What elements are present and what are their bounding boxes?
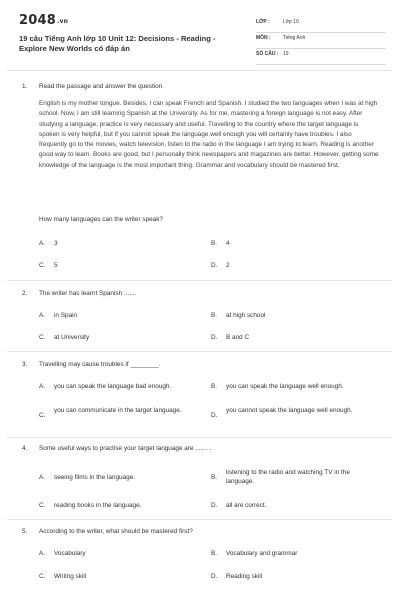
meta-label: LỚP : bbox=[256, 19, 270, 25]
option-text: Reading skill bbox=[226, 573, 263, 580]
option-letter: C. bbox=[39, 262, 46, 269]
question-number: 1. bbox=[22, 83, 28, 90]
option-letter: B. bbox=[211, 550, 218, 557]
question-separator bbox=[7, 351, 392, 352]
meta-row-subject bbox=[256, 33, 386, 49]
meta-row-count bbox=[256, 49, 386, 65]
option-text: 4 bbox=[226, 240, 230, 247]
option-text: at University bbox=[54, 334, 90, 341]
option-letter: D. bbox=[211, 262, 218, 269]
question-separator bbox=[7, 437, 392, 438]
question-prompt bbox=[22, 289, 136, 298]
question-number: 3. bbox=[22, 361, 28, 368]
question-number: 2. bbox=[22, 290, 28, 297]
reading-passage: English is my mother tongue. Besides, I can speak French and Spanish. I studied the two languages when I was at high school. Now, I am still learning Spanish at the University. As for me, mastering a foreign language is not easy. After studying a language, practice is very necessary and useful. Travelling to the country where the target language is spoken is very helpful, but if you cannot speak the language well enough you will certainly have troubles. I also frequently go to the movies, watch television, listen to the radio in the language I am trying to learn. Reading is another good way to learn. Books are good, but I personally think newspapers and magazines are better. However, getting some knowledge of the language is the most important thing. Grammar and vocabulary should be mastered first. bbox=[39, 100, 379, 169]
question-number: 5. bbox=[22, 528, 28, 535]
option-letter: D. bbox=[211, 412, 218, 419]
option-letter: B. bbox=[211, 240, 218, 247]
meta-row-class bbox=[256, 17, 386, 33]
meta-label: MÔN : bbox=[256, 35, 271, 41]
meta-table bbox=[256, 17, 386, 65]
option-text: Vocabulary and grammar bbox=[226, 550, 298, 557]
option-text: listening to the radio and watching TV in the language. bbox=[226, 469, 350, 486]
question-prompt-text: The writer has learnt Spanish ....... bbox=[39, 290, 137, 297]
option-letter: B. bbox=[211, 383, 218, 390]
option-text: reading books in the language. bbox=[54, 502, 142, 509]
option-text: at high school bbox=[226, 312, 266, 319]
option-text: you can speak the language well enough. bbox=[226, 383, 344, 390]
logo-text: 2048 bbox=[19, 13, 56, 28]
option-text: all are correct. bbox=[226, 502, 267, 509]
question-separator bbox=[7, 519, 392, 520]
option-text: you can communicate in the target language. bbox=[54, 407, 182, 414]
question-prompt-text: According to the writer, what should be mastered first? bbox=[39, 528, 193, 535]
document-title: 19 câu Tiếng Anh lớp 10 Unit 12: Decisions - Reading - Explore New Worlds có đáp án bbox=[19, 34, 216, 53]
header-divider bbox=[7, 70, 392, 71]
meta-value: Lớp 10 bbox=[283, 19, 299, 25]
option-text: 5 bbox=[54, 262, 58, 269]
option-letter: A. bbox=[39, 550, 46, 557]
question-prompt bbox=[22, 360, 161, 369]
option-text: seeing films in the language. bbox=[54, 474, 136, 481]
question-prompt-text: Travelling may cause troubles if ________. bbox=[39, 361, 161, 368]
option-letter: C. bbox=[39, 573, 46, 580]
meta-label: SỐ CÂU : bbox=[256, 51, 279, 57]
logo-suffix: .vn bbox=[56, 18, 69, 25]
question-prompt bbox=[22, 444, 211, 453]
option-letter: D. bbox=[211, 502, 218, 509]
option-letter: A. bbox=[39, 474, 46, 481]
option-text: 3 bbox=[54, 240, 58, 247]
question-prompt bbox=[22, 527, 193, 536]
option-letter: C. bbox=[39, 502, 46, 509]
option-text: 2 bbox=[226, 262, 230, 269]
option-letter: D. bbox=[211, 334, 218, 341]
option-text: you cannot speak the language well enough. bbox=[226, 407, 353, 414]
question-number: 4. bbox=[22, 445, 28, 452]
meta-value: Tiếng Anh bbox=[283, 35, 306, 41]
option-letter: D. bbox=[211, 573, 218, 580]
page-header bbox=[0, 0, 400, 68]
option-letter: B. bbox=[211, 474, 218, 481]
question-prompt-text: Some useful ways to practise your target language are ....... . bbox=[39, 445, 212, 452]
option-text: B and C bbox=[226, 334, 250, 341]
question-prompt bbox=[22, 82, 162, 91]
option-letter: A. bbox=[39, 240, 46, 247]
meta-value: 19 bbox=[283, 51, 289, 57]
option-letter: C. bbox=[39, 412, 46, 419]
question-prompt-text: Read the passage and answer the question bbox=[39, 83, 163, 90]
option-text: Vocabulary bbox=[54, 550, 86, 557]
option-letter: A. bbox=[39, 383, 46, 390]
option-text: in Spain bbox=[54, 312, 78, 319]
question-separator bbox=[7, 280, 392, 281]
option-letter: A. bbox=[39, 312, 46, 319]
question-text: How many languages can the writer speak? bbox=[39, 216, 163, 223]
option-letter: C. bbox=[39, 334, 46, 341]
option-text: Writing skill bbox=[54, 573, 87, 580]
option-letter: B. bbox=[211, 312, 218, 319]
site-logo[interactable] bbox=[19, 13, 68, 28]
option-text: you can speak the language bad enough. bbox=[54, 383, 172, 390]
